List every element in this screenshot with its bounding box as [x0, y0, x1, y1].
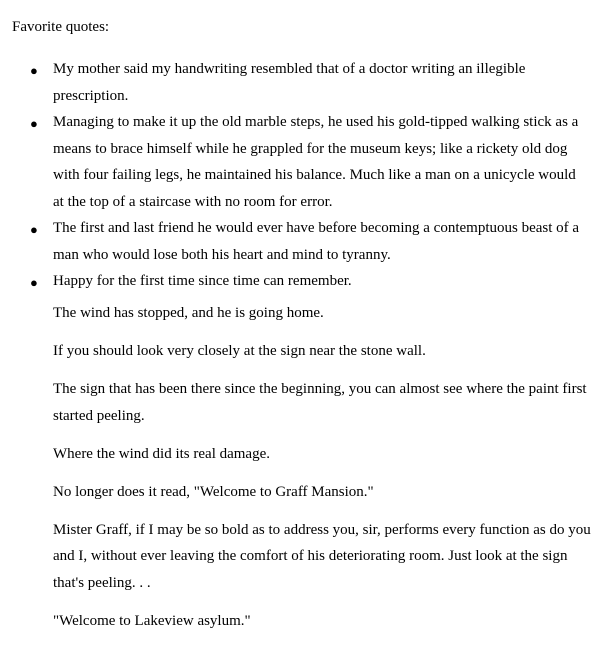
- paragraph: Where the wind did its real damage.: [53, 445, 271, 462]
- paragraph: If you should look very closely at the sign near the stone wall.: [53, 343, 426, 359]
- quotes-bullet-list: [0, 56, 600, 295]
- paragraph: No longer does it read, "Welcome to Graff Mansion.": [53, 483, 374, 500]
- paragraph: The sign that has been there since the beginning, you can almost see where the paint first started peeling.: [53, 381, 587, 424]
- bullet-text: My mother said my handwriting resembled that of a doctor writing an illegible prescription.: [53, 61, 526, 104]
- bullet-icon: ●: [30, 222, 38, 237]
- bullet-icon: ●: [30, 63, 38, 78]
- bullet-text: The first and last friend he would ever have before becoming a contemptuous beast of a man who would lose both his heart and mind to tyranny.: [53, 220, 580, 263]
- paragraph: Mister Graff, if I may be so bold as to address you, sir, performs every function as do you and I, without ever leaving the comfort of his deteriorating room. Just look at the sign that's peeling. . .: [53, 521, 591, 591]
- bullet-item: [0, 268, 600, 295]
- bullet-text: Managing to make it up the old marble steps, he used his gold-tipped walking stick as a means to brace himself while he grappled for the museum keys; like a rickety old dog with four failing legs, he maintained his balance. Much like a man on a unicycle would at the top of a staircase with no room for error.: [53, 114, 579, 210]
- bullet-item: [0, 56, 600, 109]
- paragraph: "Welcome to Lakeview asylum.": [53, 612, 251, 629]
- bullet-item: [0, 215, 600, 268]
- paragraph: The wind has stopped, and he is going home.: [53, 305, 324, 321]
- bullet-icon: ●: [30, 116, 38, 131]
- bullet-item: [0, 109, 600, 215]
- document-heading: Favorite quotes:: [12, 19, 110, 35]
- bullet-icon: ●: [30, 275, 38, 290]
- bullet-text: Happy for the first time since time can remember.: [53, 273, 352, 289]
- paragraphs: [53, 300, 593, 646]
